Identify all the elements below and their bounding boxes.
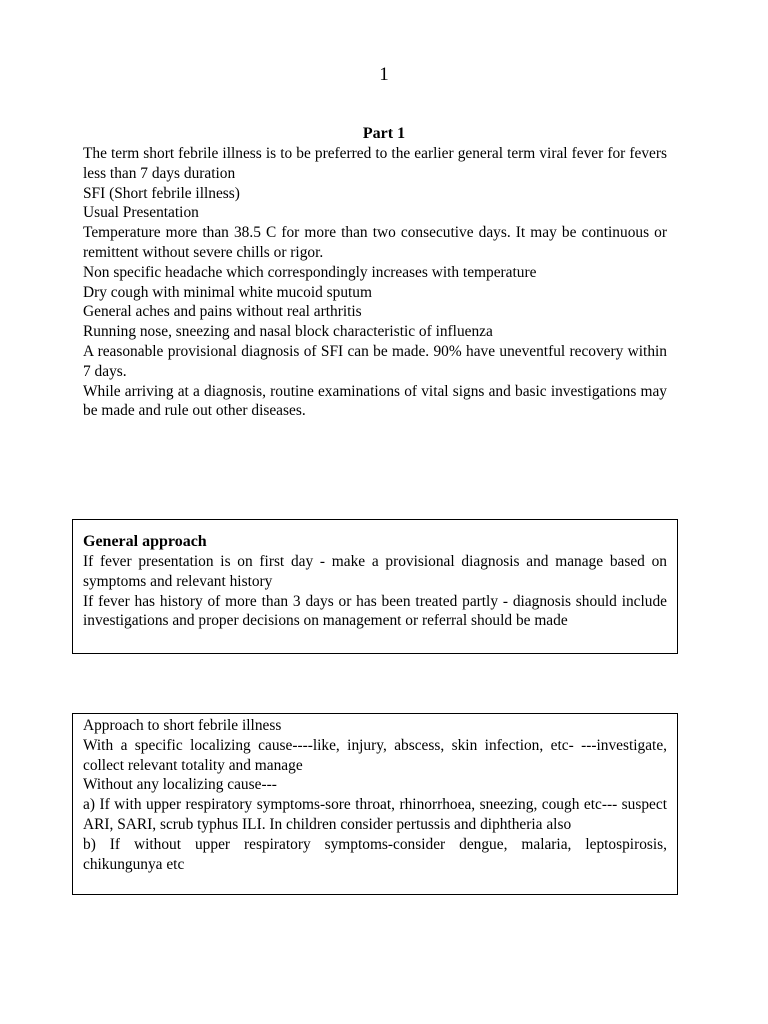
part-title: Part 1 — [362, 125, 406, 142]
approach-box-without-upper-respiratory: b) If without upper respiratory symptoms-consider dengue, malaria, leptospirosis, chikungunya etc — [83, 835, 667, 873]
general-approach-first-day: If fever presentation is on first day - make a provisional diagnosis and manage based on symptoms and relevant history — [83, 553, 667, 590]
intro-section — [83, 144, 667, 421]
approach-box-upper-respiratory: a) If with upper respiratory symptoms-sore throat, rhinorrhoea, sneezing, cough etc--- suspect ARI, SARI, scrub typhus ILI. In children consider pertussis and diphtheria also — [83, 796, 667, 833]
intro-paragraph-examinations: While arriving at a diagnosis, routine examinations of vital signs and basic investigations may be made and rule out other diseases. — [83, 382, 667, 420]
intro-paragraph-definition: The term short febrile illness is to be preferred to the earlier general term viral fever for fevers less than 7 days duration — [83, 145, 667, 182]
intro-paragraph-headache: Non specific headache which correspondingly increases with temperature — [83, 263, 537, 281]
approach-box-title: Approach to short febrile illness — [83, 717, 282, 734]
approach-box-without-localizing-cause: Without any localizing cause--- — [83, 776, 277, 794]
general-approach-heading: General approach — [83, 533, 207, 550]
page-number: 1 — [379, 64, 389, 85]
intro-paragraph-sfi: SFI (Short febrile illness) — [83, 184, 240, 202]
approach-to-sfi-box — [72, 713, 678, 895]
intro-paragraph-running-nose: Running nose, sneezing and nasal block characteristic of influenza — [83, 323, 493, 341]
approach-box-localizing-cause: With a specific localizing cause----like, injury, abscess, skin infection, etc- ---investigate, collect relevant totality and manage — [83, 736, 667, 774]
intro-paragraph-cough: Dry cough with minimal white mucoid sputum — [83, 283, 372, 301]
intro-paragraph-diagnosis: A reasonable provisional diagnosis of SFI can be made. 90% have uneventful recovery within 7 days. — [83, 342, 667, 380]
general-approach-box — [72, 519, 678, 654]
intro-paragraph-usual-presentation: Usual Presentation — [83, 204, 199, 222]
general-approach-more-than-3-days: If fever has history of more than 3 days or has been treated partly - diagnosis should include investigations and proper decisions on management or referral should be made — [83, 592, 667, 630]
intro-paragraph-temperature: Temperature more than 38.5 C for more than two consecutive days. It may be continuous or remittent without severe chills or rigor. — [83, 224, 667, 261]
intro-paragraph-aches: General aches and pains without real arthritis — [83, 303, 362, 321]
